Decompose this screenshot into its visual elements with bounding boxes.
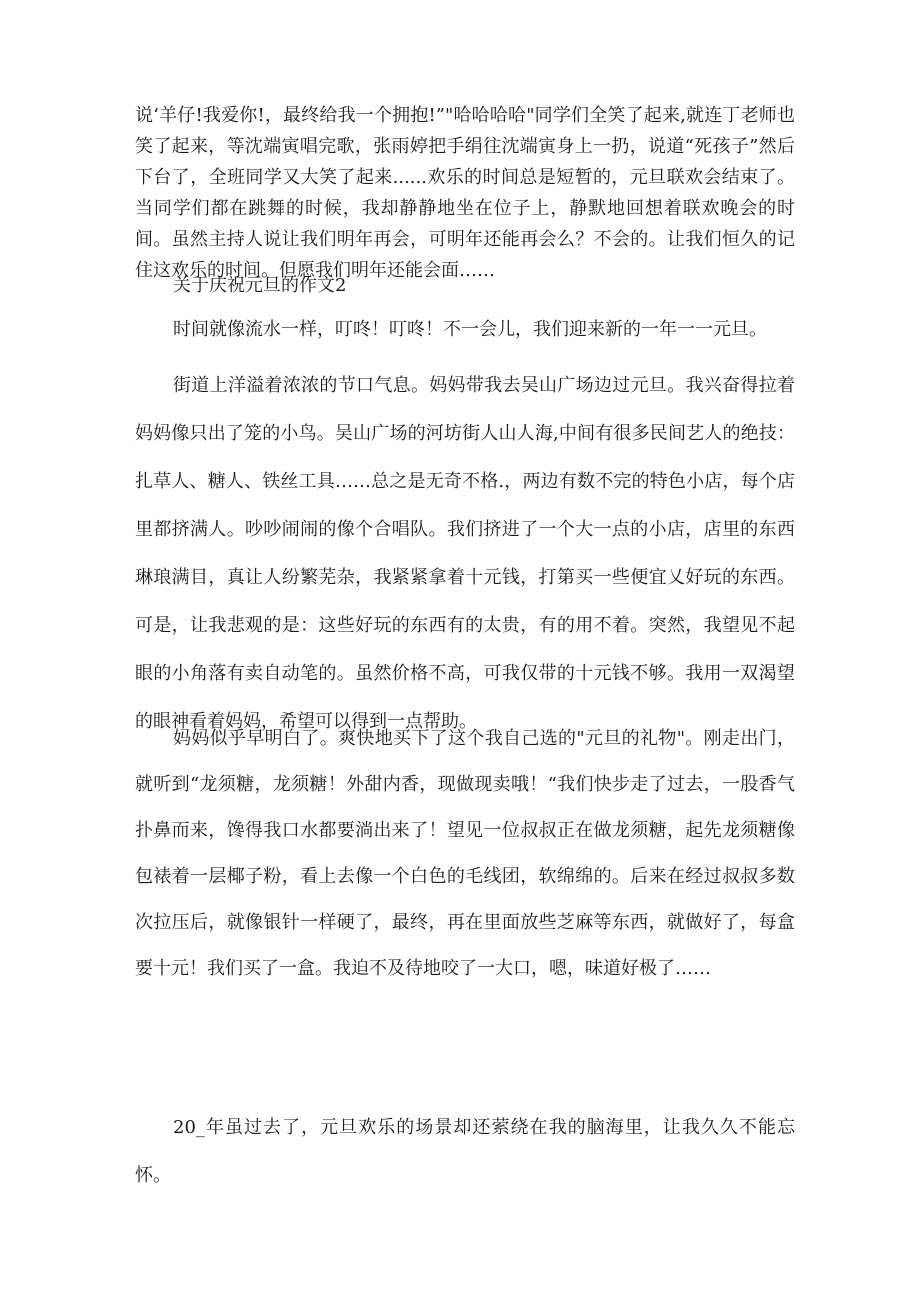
paragraph-1: 时间就像流水一样，叮咚！叮咚！不一会儿，我们迎来新的一年一一元旦。 <box>173 319 767 340</box>
paragraph-2: 街道上洋溢着浓浓的节口气息。妈妈带我去吴山广场边过元旦。我兴奋得拉着妈妈像只出了笼的小鸟。吴山广场的河坊街人山人海,中间有很多民间艺人的绝技：扎草人、糖人、铁丝工具……总之是无奇不格.，两边有数不完的特色小店，每个店里都挤满人。吵吵闹闹的像个合唱队。我们挤进了一个大一点的小店，店里的东西琳琅满目，真让人纷繁芜杂，我紧紧拿着十元钱，打第买一些便宜乂好玩的东西。可是，让我悲观的是：这些好玩的东西有的太贵，有的用不着。突然，我望见不起眼的小角落有卖自动笔的。虽然价格不高，可我仅带的十元钱不够。我用一双渴望的眼神看着妈妈，希望可以得到一点帮助。 <box>135 375 795 732</box>
paragraph-3: 妈妈似乎早明白了。爽快地买下了这个我自己选的"元旦的礼物"。刚走出门，就听到“龙须糖，龙须糖！外甜内香，现做现卖哦！“我们快步走了过去，一股香气扑鼻而来，馋得我口水都要淌出来了！望见一位叔叔正在做龙须糖，起先龙须糖像包裱着一层椰子粉，看上去像一个白色的毛线团，软绵绵的。后来在经过叔叔多数次拉压后，就像银针一样硬了，最终，再在里面放些芝麻等东西，就做好了，每盒要十元！我们买了一盒。我迫不及待地咬了一大口，嗯，味道好极了…… <box>135 728 795 979</box>
section-heading: 关于庆祝元旦的作文2 <box>173 275 347 296</box>
paragraph-intro: 说‘羊仔!我爱你!，最终给我一个拥抱!”"哈哈哈哈"同学们全笑了起来,就连丁老师也笑了起来，等沈端寅唱完歌，张雨婷把手绢往沈端寅身上一扔，说道“死孩子”然后下台了，全班同学又大笑了起来......欢乐的时间总是短暂的，元旦联欢会结束了。当同学们都在跳舞的时候，我却静静地坐在位子上，静默地回想着联欢晚会的时间。虽然主持人说让我们明年再会，可明年还能再会么？不会的。让我们恒久的记住这欢乐的时间。但愿我们明年还能会面…… <box>135 105 795 281</box>
paragraph-4: 20_年虽过去了，元旦欢乐的场景却还萦绕在我的脑海里，让我久久不能忘怀。 <box>135 1117 795 1186</box>
